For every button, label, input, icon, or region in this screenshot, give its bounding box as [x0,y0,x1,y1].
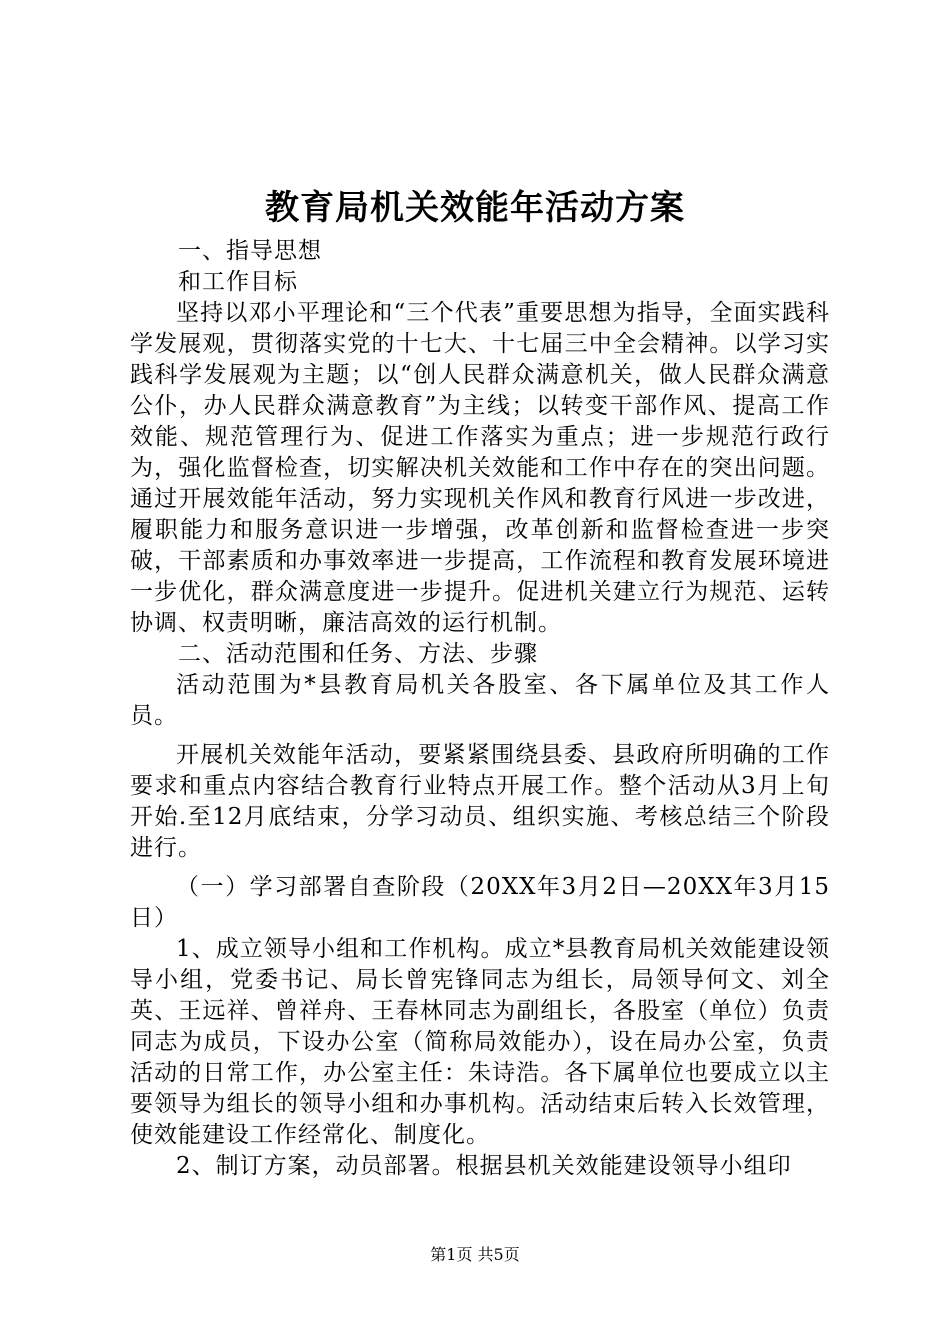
page-footer: 第1页 共5页 [430,1245,520,1264]
page-title: 教育局机关效能年活动方案 [265,188,685,228]
section-subheading-1: 和工作目标 [178,269,298,295]
section-heading-2: 二、活动范围和任务、方法、步骤 [178,641,538,667]
paragraph-item-one: 1、成立领导小组和工作机构。成立*县教育局机关效能建设领导小组，党委书记、局长曾宪锋同志为组长，局领导何文、刘全英、王远祥、曾祥舟、王春林同志为副组长，各股室（单位）负责同志为成员，下设办公室（简称局效能办），设在局办公室，负责活动的日常工作，办公室主任：朱诗浩。各下属单位也要成立以主要领导为组长的领导小组和办事机构。活动结束后转入长效管理，使效能建设工作经常化、制度化。 [130,936,830,1148]
paragraph-scope: 活动范围为*县教育局机关各股室、各下属单位及其工作人员。 [130,672,830,729]
paragraph-item-two: 2、制订方案，动员部署。根据县机关效能建设领导小组印 [176,1153,792,1179]
paragraph-stage-one: （一）学习部署自查阶段（20XX年3月2日—20XX年3月15日） [130,874,830,931]
section-heading-1: 一、指导思想 [178,238,322,264]
document-body [130,236,830,1182]
paragraph-activity-plan: 开展机关效能年活动，要紧紧围绕县委、县政府所明确的工作要求和重点内容结合教育行业特点开展工作。整个活动从3月上旬开始.至12月底结束，分学习动员、组织实施、考核总结三个阶段进行。 [130,742,830,861]
paragraph-guiding-ideology: 坚持以邓小平理论和“三个代表”重要思想为指导，全面实践科学发展观，贯彻落实党的十七大、十七届三中全会精神。以学习实践科学发展观为主题；以“创人民群众满意机关，做人民群众满意公仆，办人民群众满意教育”为主线；以转变干部作风、提高工作效能、规范管理行为、促进工作落实为重点；进一步规范行政行为，强化监督检查，切实解决机关效能和工作中存在的突出问题。通过开展效能年活动，努力实现机关作风和教育行风进一步改进，履职能力和服务意识进一步增强，改革创新和监督检查进一步突破，干部素质和办事效率进一步提高，工作流程和教育发展环境进一步优化，群众满意度进一步提升。促进机关建立行为规范、运转协调、权责明晰，廉洁高效的运行机制。 [130,300,830,636]
